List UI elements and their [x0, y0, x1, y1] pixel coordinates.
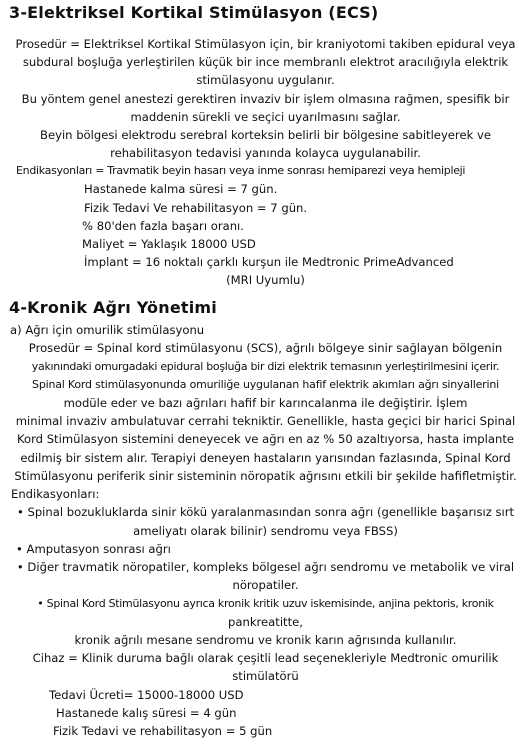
s4-line-10: Endikasyonları: [11, 487, 100, 501]
s3-line-14: (MRI Uyumlu) [226, 273, 305, 287]
s4-line-3: yakınındaki omurgadaki epidural boşluğa bir dizi elektrik temasının yerleştirilmesini içerir. [31, 360, 500, 373]
s4-line-19: Cihaz = Klinik duruma bağlı olarak çeşitli lead seçenekleriyle Medtronic omurilik [32, 651, 499, 665]
s3-line-10: Fizik Tedavi Ve rehabilitasyon = 7 gün. [84, 201, 308, 215]
s4-line-12: ameliyatı olarak bilinir) sendromu veya FBSS) [133, 524, 398, 538]
s4-line-8: edilmiş bir sistem alır. Terapiyi deneyen hastaların yarısından fazlasında, Spinal Kord [20, 451, 511, 465]
section-4-title: 4-Kronik Ağrı Yönetimi [9, 298, 217, 317]
s3-line-7: rehabilitasyon tedavisi yanında kolayca uygulanabilir. [110, 146, 421, 160]
s4-line-23: Fizik Tedavi ve rehabilitasyon = 5 gün [53, 724, 273, 738]
s3-line-13: İmplant = 16 noktalı çarklı kurşun ile Medtronic PrimeAdvanced [84, 255, 454, 269]
s4-line-14: • Diğer travmatik nöropatiler, kompleks bölgesel ağrı sendromu ve metabolik ve viral [16, 560, 515, 574]
s3-line-6: Beyin bölgesi elektrodu serebral korteksin belirli bir bölgesine sabitleyerek ve [40, 128, 491, 142]
s4-line-6: minimal invaziv ambulatuvar cerrahi tekniktir. Genellikle, hasta geçici bir harici Spinal [15, 414, 516, 428]
s4-line-1: a) Ağrı için omurilik stimülasyonu [10, 323, 205, 337]
s4-line-17: pankreatitte, [228, 615, 303, 629]
s4-line-16: • Spinal Kord Stimülasyonu ayrıca kronik kritik uzuv iskemisinde, anjina pektoris, kronik [37, 597, 494, 610]
s4-line-15: nöropatiler. [232, 578, 299, 592]
s3-line-3: stimülasyonu uygulanır. [196, 73, 335, 87]
s4-line-18: kronik ağrılı mesane sendromu ve kronik karın ağrısında kullanılır. [74, 633, 457, 647]
s4-line-20: stimülatörü [232, 669, 299, 683]
s3-line-11: % 80'den fazla başarı oranı. [82, 219, 244, 233]
s3-line-4: Bu yöntem genel anestezi gerektiren invaziv bir işlem olmasına rağmen, spesifik bir [21, 92, 510, 106]
s4-line-4: Spinal Kord stimülasyonunda omuriliğe uygulanan hafif elektrik akımları ağrı sinyallerini [32, 378, 499, 391]
s3-line-1: Prosedür = Elektriksel Kortikal Stimülasyon için, bir kraniyotomi takiben epidural veya [15, 37, 516, 51]
s3-line-5: maddenin sürekli ve seçici uyarılmasını sağlar. [130, 110, 401, 124]
s3-line-12: Maliyet = Yaklaşık 18000 USD [82, 237, 256, 251]
s3-line-8: Endikasyonları = Travmatik beyin hasarı veya inme sonrası hemiparezi veya hemipleji [16, 164, 466, 177]
s4-line-9: Stimülasyonu periferik sinir sisteminin nöropatik ağrısını etkili bir şekilde hafifletmiştir. [14, 469, 517, 483]
s4-line-22: Hastanede kalış süresi = 4 gün [56, 706, 237, 720]
s4-line-2: Prosedür = Spinal kord stimülasyonu (SCS), ağrılı bölgeye sinir sağlayan bölgenin [28, 341, 503, 355]
s4-line-21: Tedavi Ücreti= 15000-18000 USD [49, 688, 244, 702]
s4-line-7: Kord Stimülasyon sistemini deneyecek ve ağrı en az % 50 azaltıyorsa, hasta implante [16, 432, 515, 446]
s4-line-5: modüle eder ve bazı ağrıları hafif bir karıncalanma ile değiştirir. İşlem [63, 396, 468, 410]
s3-line-9: Hastanede kalma süresi = 7 gün. [84, 182, 278, 196]
s3-line-2: subdural boşluğa yerleştirilen küçük bir ince membranlı elektrot aracılığıyla elektrik [22, 55, 509, 69]
section-3-title: 3-Elektriksel Kortikal Stimülasyon (ECS) [9, 3, 379, 22]
s4-line-13: • Amputasyon sonrası ağrı [16, 542, 171, 556]
s4-line-11: • Spinal bozukluklarda sinir kökü yaralanmasından sonra ağrı (genellikle başarısız sırt [16, 505, 515, 519]
